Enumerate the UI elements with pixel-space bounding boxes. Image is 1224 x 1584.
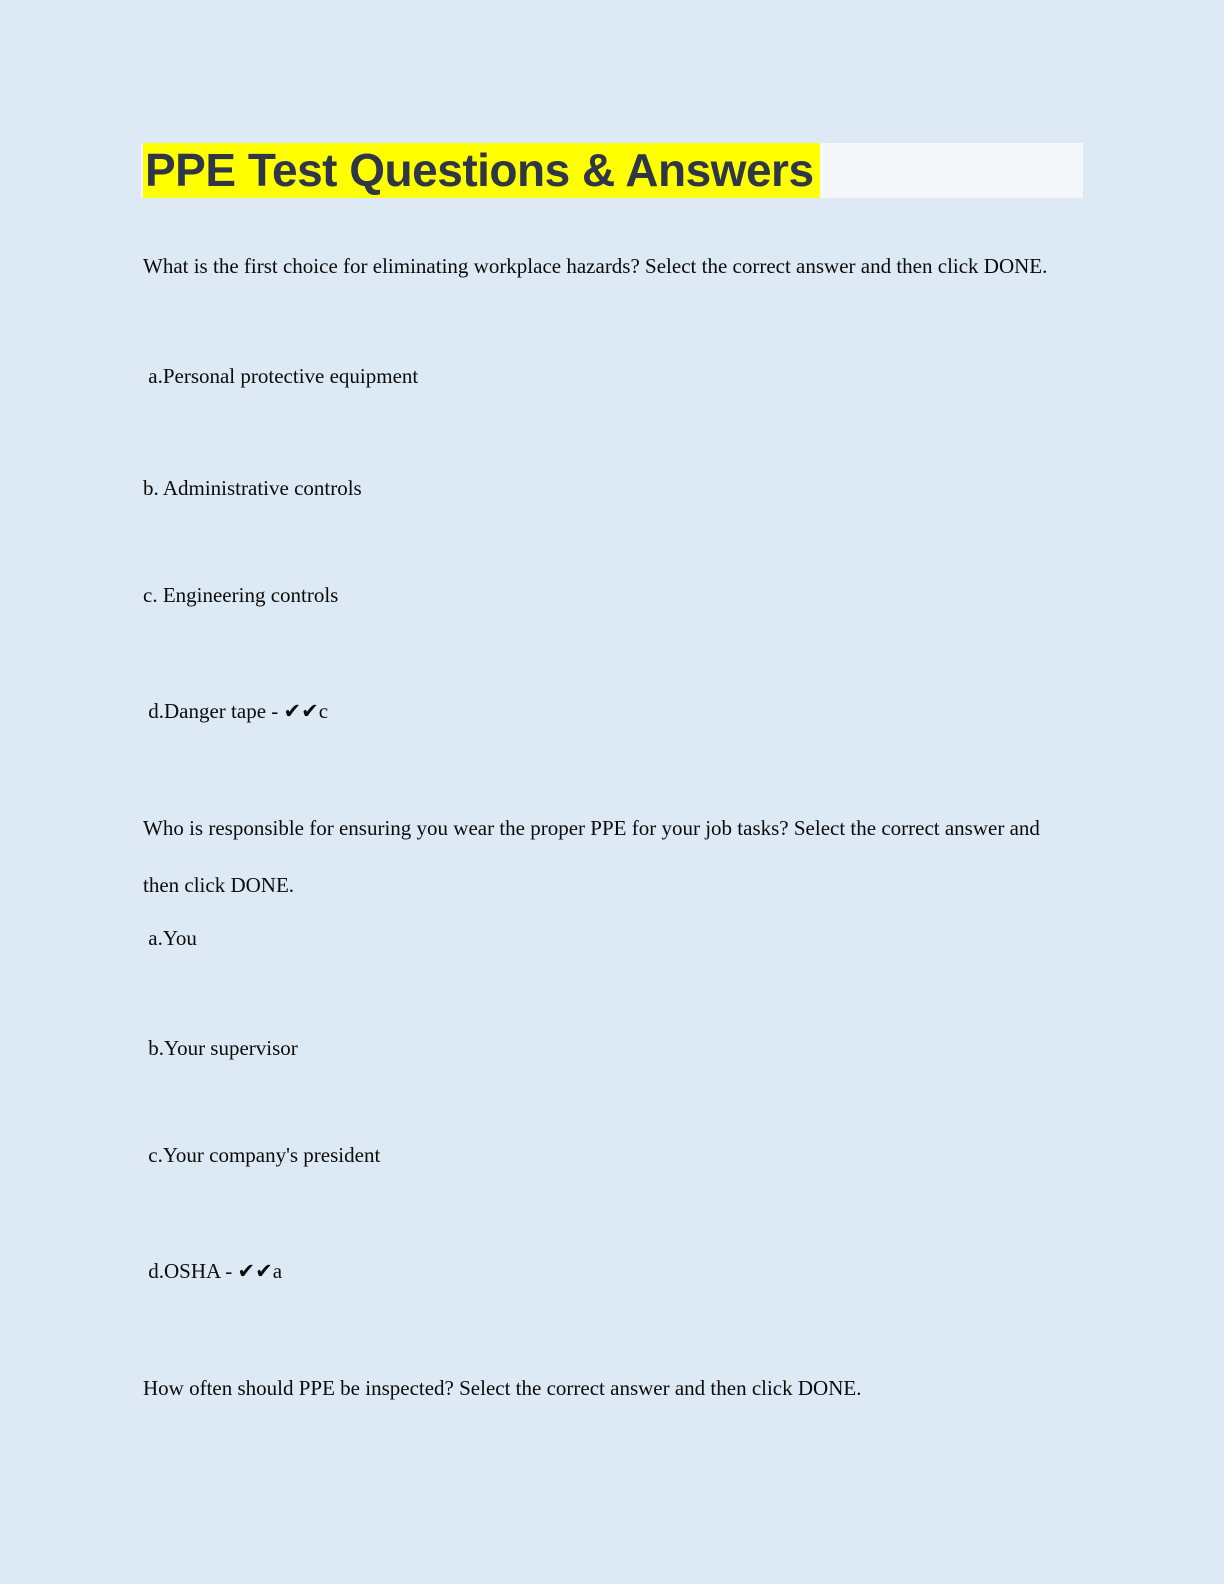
question-2-option-a: a.You [143, 926, 197, 950]
question-2-option-c: c.Your company's president [143, 1143, 381, 1167]
question-1-option-a: a.Personal protective equipment [143, 364, 419, 388]
question-2-prompt: Who is responsible for ensuring you wear the proper PPE for your job tasks? Select the correct answer and then click DONE. [143, 816, 1046, 897]
question-3-prompt: How often should PPE be inspected? Select the correct answer and then click DONE. [143, 1376, 862, 1400]
question-1-option-b: b. Administrative controls [143, 476, 362, 500]
question-2-option-b: b.Your supervisor [143, 1036, 298, 1060]
question-1-option-d-answer: d.Danger tape - ✔✔c [143, 699, 329, 723]
question-1-option-c: c. Engineering controls [143, 583, 339, 607]
question-1-prompt: What is the first choice for eliminating workplace hazards? Select the correct answer and then click DONE. [143, 254, 1048, 278]
title-row [141, 143, 1083, 198]
question-2-option-d-answer: d.OSHA - ✔✔a [143, 1259, 283, 1283]
page-title: PPE Test Questions & Answers [143, 143, 820, 198]
